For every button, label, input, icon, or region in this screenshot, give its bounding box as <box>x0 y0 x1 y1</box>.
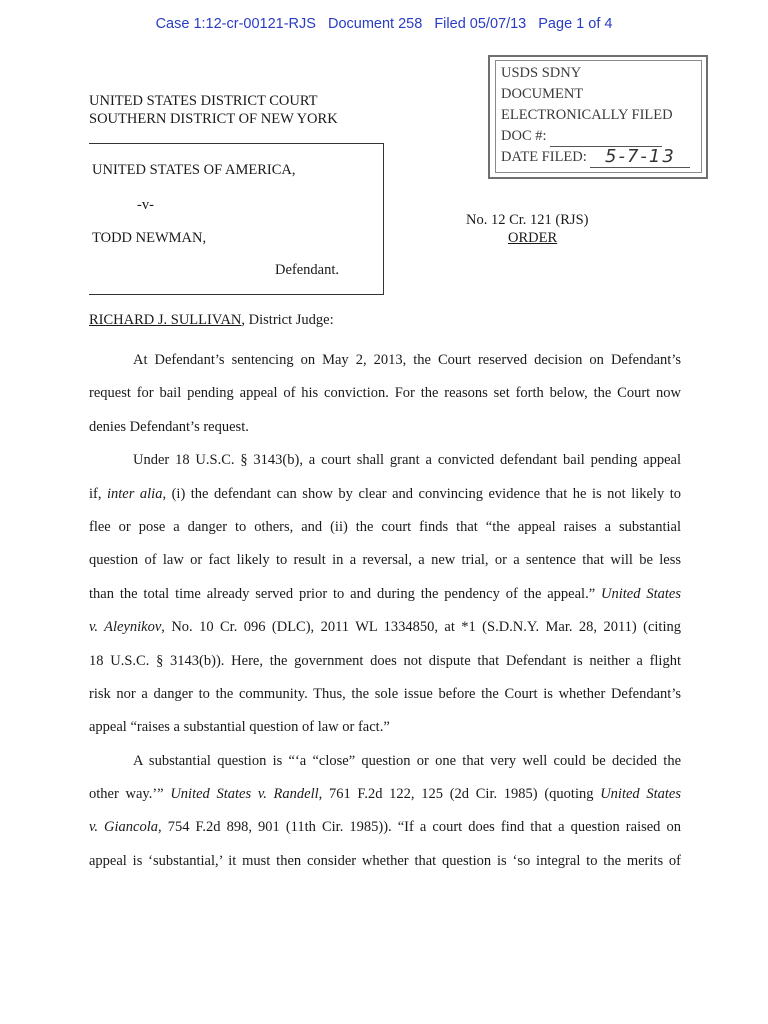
stamp-line-usds: USDS SDNY <box>501 65 582 81</box>
caption-top-rule <box>89 143 384 144</box>
body-text-span: , 754 F.2d 898, 901 (11th Cir. 1985)). “If a court does find that a question raised on <box>158 819 681 836</box>
body-line <box>89 811 681 844</box>
stamp-doc-blank <box>550 132 662 147</box>
stamp-doc-number-row <box>501 126 701 147</box>
body-line <box>89 611 681 644</box>
court-name-line-1: UNITED STATES DISTRICT COURT <box>89 93 318 109</box>
ecf-page-count: Page 1 of 4 <box>538 16 613 32</box>
body-text-span: other way.’” <box>89 786 171 803</box>
body-line <box>89 478 681 511</box>
stamp-line-electronically-filed: ELECTRONICALLY FILED <box>501 107 673 123</box>
order-body <box>89 344 681 878</box>
body-italic-span: United States <box>601 585 681 602</box>
body-line <box>89 578 681 611</box>
body-italic-span: United States v. Randell <box>170 786 319 803</box>
body-text-span: , 761 F.2d 122, 125 (2d Cir. 1985) (quoting <box>318 786 601 803</box>
body-line: request for bail pending appeal of his conviction. For the reasons set forth below, the Court now <box>89 385 681 402</box>
caption-plaintiff: UNITED STATES OF AMERICA, <box>92 162 296 178</box>
order-title: ORDER <box>508 230 558 246</box>
court-name <box>89 92 338 128</box>
body-text-span: than the total time already served prior to and during the pendency of the appeal.” <box>89 585 602 602</box>
body-italic-span: v. Aleynikov <box>89 619 162 636</box>
body-text-span: if, <box>89 485 107 502</box>
body-line: At Defendant’s sentencing on May 2, 2013, the Court reserved decision on Defendant’s <box>133 352 681 368</box>
body-line <box>89 778 681 811</box>
body-line: risk nor a danger to the community. Thus, the sole issue before the Court is whether Defendant’s <box>89 685 681 702</box>
body-line: flee or pose a danger to others, and (ii) the court finds that “the appeal raises a substantial <box>89 518 681 535</box>
ecf-document-number: Document 258 <box>327 16 423 32</box>
body-line: 18 U.S.C. § 3143(b)). Here, the government does not dispute that Defendant is neither a flight <box>89 652 681 669</box>
body-line: A substantial question is “‘a “close” question or one that very well could be decided the <box>133 752 681 769</box>
stamp-date-label: DATE FILED: <box>501 149 587 165</box>
stamp-date-handwritten: 5-7-13 <box>590 147 690 168</box>
stamp-doc-label: DOC #: <box>501 128 547 144</box>
ecf-case-number: Case 1:12-cr-00121-RJS <box>155 16 316 32</box>
body-line: appeal “raises a substantial question of law or fact.” <box>89 719 390 736</box>
body-italic-span: United States <box>600 786 681 803</box>
caption-right-rule <box>383 143 384 295</box>
body-text-span: , No. 10 Cr. 096 (DLC), 2011 WL 1334850, at *1 (S.D.N.Y. Mar. 28, 2011) (citing <box>161 619 681 636</box>
case-number: No. 12 Cr. 121 (RJS) <box>466 212 589 228</box>
body-italic-span: inter alia <box>107 485 163 502</box>
filing-stamp <box>495 60 702 173</box>
body-line: question of law or fact likely to result in a reversal, a new trial, or a sentence that will be less <box>89 552 681 569</box>
caption-defendant-name: TODD NEWMAN, <box>92 230 207 246</box>
stamp-line-document: DOCUMENT <box>501 86 584 102</box>
body-line: appeal is ‘substantial,’ it must then consider whether that question is ‘so integral to the merits of <box>89 852 681 869</box>
ecf-filed-date: Filed 05/07/13 <box>434 16 527 32</box>
caption-bottom-rule <box>89 294 384 295</box>
stamp-date-filed-row <box>501 147 701 168</box>
court-name-line-2: SOUTHERN DISTRICT OF NEW YORK <box>89 111 338 127</box>
judge-name: RICHARD J. SULLIVAN <box>89 312 242 328</box>
body-italic-span: v. Giancola <box>89 819 159 836</box>
body-line: Under 18 U.S.C. § 3143(b), a court shall grant a convicted defendant bail pending appeal <box>133 452 681 469</box>
ecf-header <box>0 16 768 32</box>
judge-line <box>89 312 334 329</box>
caption-defendant-role: Defendant. <box>275 262 340 278</box>
caption-versus: -v- <box>137 197 154 213</box>
judge-title: , District Judge: <box>241 312 334 328</box>
body-text-span: , (i) the defendant can show by clear and convincing evidence that he is not likely to <box>162 485 681 502</box>
body-line: denies Defendant’s request. <box>89 418 249 435</box>
